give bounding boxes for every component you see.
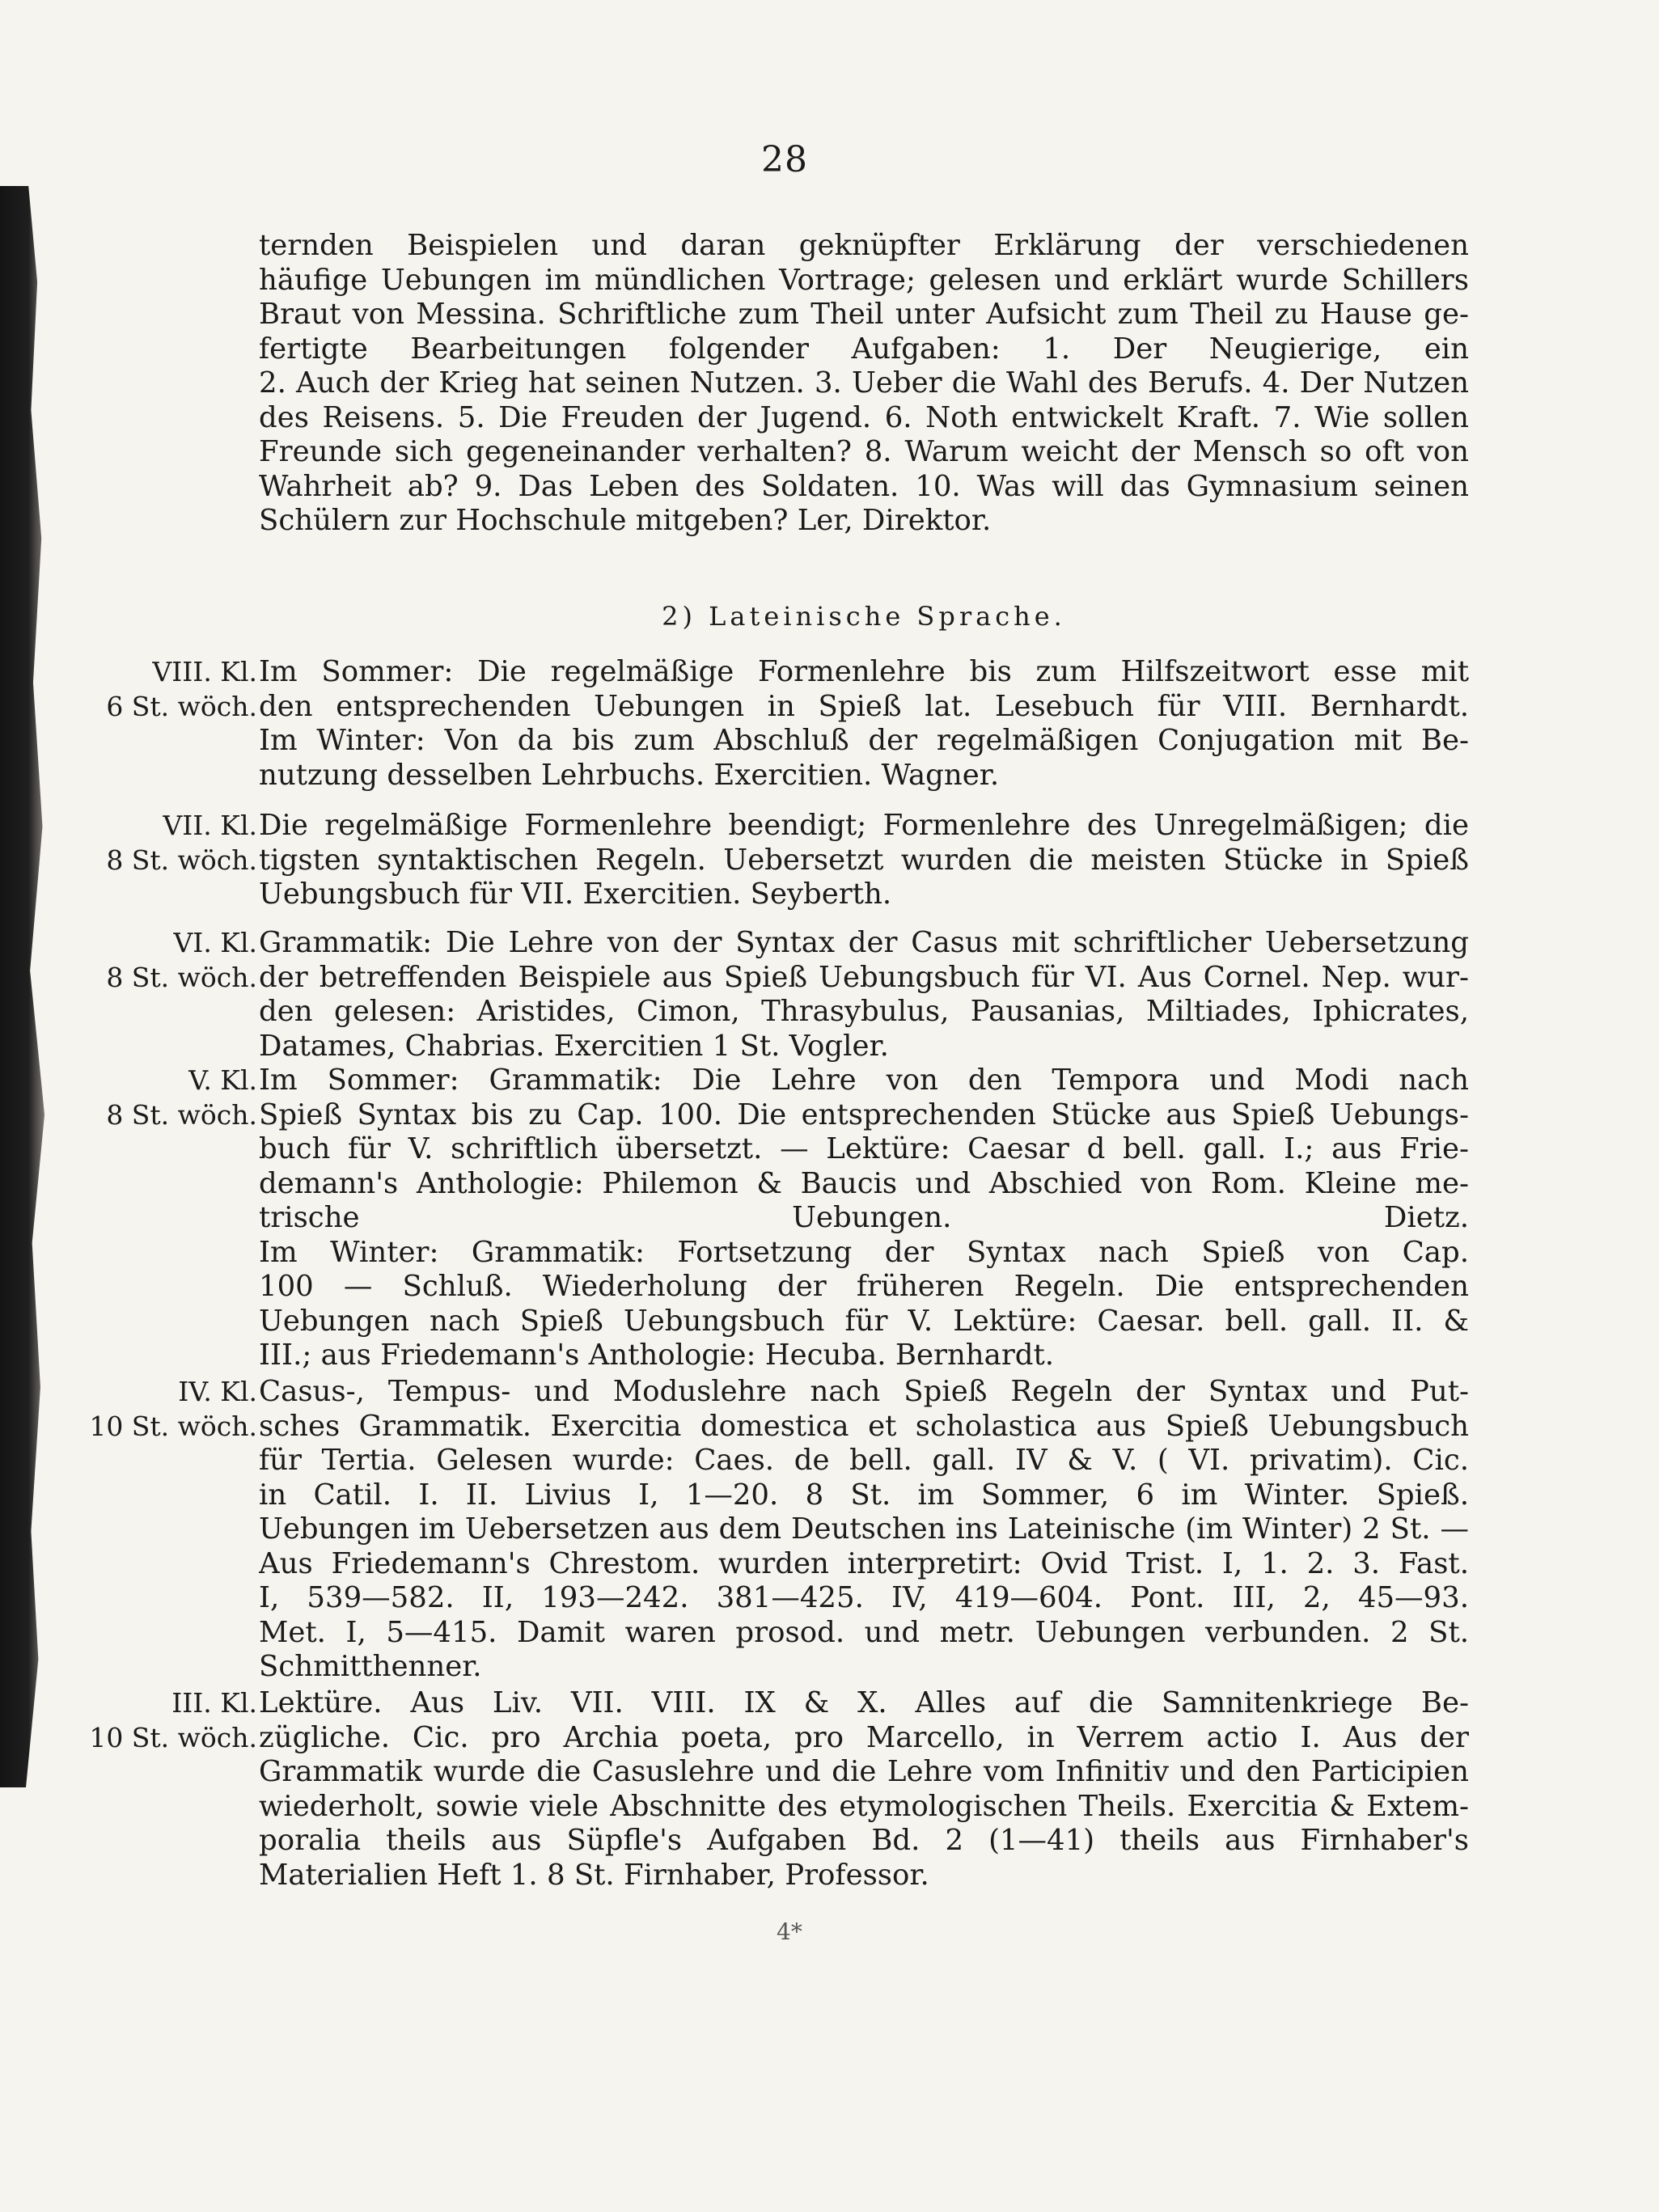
text-line: Datames, Chabrias. Exercitien 1 St. Vogler. <box>259 1029 889 1063</box>
text-line: Lektüre. Aus Liv. VII. VIII. IX & X. Alles auf die Samnitenkriege Be- <box>259 1686 1469 1719</box>
class-margin-label <box>81 1686 257 1755</box>
text-line: Wahrheit ab? 9. Das Leben des Soldaten. 10. Was will das Gymnasium seinen <box>259 469 1469 503</box>
class-description <box>259 1686 1469 1893</box>
text-line: Freunde sich gegeneinander verhalten? 8. Warum weicht der Mensch so oft von <box>259 435 1469 468</box>
text-line: I, 539—582. II, 193—242. 381—425. IV, 419—604. Pont. III, 2, 45—93. <box>259 1581 1469 1614</box>
class-name: III. Kl. <box>171 1687 257 1719</box>
hours-per-week: 8 St. wöch. <box>106 844 257 876</box>
text-line: trische Uebungen. Dietz. <box>259 1201 1469 1234</box>
text-line: häufige Uebungen im mündlichen Vortrage; gelesen und erklärt wurde Schillers <box>259 263 1469 297</box>
text-line: Uebungen im Uebersetzen aus dem Deutschen ins Lateinische (im Winter) 2 St. — <box>259 1512 1469 1546</box>
text-line: sches Grammatik. Exercitia domestica et scholastica aus Spieß Uebungsbuch <box>259 1409 1469 1443</box>
text-line: Die regelmäßige Formenlehre beendigt; Formenlehre des Unregelmäßigen; die <box>259 809 1469 842</box>
text-line: tigsten syntaktischen Regeln. Uebersetzt wurden die meisten Stücke in Spieß <box>259 843 1469 877</box>
text-line: Materialien Heft 1. 8 St. Firnhaber, Professor. <box>259 1858 929 1892</box>
text-line: Im Sommer: Die regelmäßige Formenlehre bis zum Hilfszeitwort esse mit <box>259 655 1469 688</box>
text-line: Uebungsbuch für VII. Exercitien. Seyberth. <box>259 878 892 911</box>
text-line: 100 — Schluß. Wiederholung der früheren Regeln. Die entsprechenden <box>259 1270 1469 1303</box>
class-margin-label <box>81 809 257 878</box>
class-margin-label <box>81 1375 257 1444</box>
class-description <box>259 655 1469 793</box>
class-description <box>259 1375 1469 1685</box>
text-line: des Reisens. 5. Die Freuden der Jugend. 6. Noth entwickelt Kraft. 7. Wie sollen <box>259 400 1469 434</box>
text-line: demann's Anthologie: Philemon & Baucis und Abschied von Rom. Kleine me- <box>259 1166 1469 1200</box>
text-line: III.; aus Friedemann's Anthologie: Hecuba. Bernhardt. <box>259 1339 1055 1372</box>
class-name: VI. Kl. <box>173 927 257 958</box>
text-line: der betreffenden Beispiele aus Spieß Uebungsbuch für VI. Aus Cornel. Nep. wur- <box>259 960 1469 994</box>
text-line: wiederholt, sowie viele Abschnitte des etymologischen Theils. Exercitia & Extem- <box>259 1789 1469 1823</box>
text-line: fertigte Bearbeitungen folgender Aufgaben: 1. Der Neugierige, ein <box>259 332 1469 366</box>
text-line: Im Winter: Grammatik: Fortsetzung der Syntax nach Spieß von Cap. <box>259 1235 1469 1269</box>
text-line: Grammatik: Die Lehre von der Syntax der Casus mit schriftlicher Uebersetzung <box>259 926 1469 959</box>
text-line: für Tertia. Gelesen wurde: Caes. de bell. gall. IV & V. ( VI. privatim). Cic. <box>259 1444 1469 1477</box>
text-line: Casus-, Tempus- und Moduslehre nach Spieß Regeln der Syntax und Put- <box>259 1375 1469 1408</box>
signature-mark: 4* <box>777 1918 802 1945</box>
text-line: Aus Friedemann's Chrestom. wurden interpretirt: Ovid Trist. I, 1. 2. 3. Fast. <box>259 1546 1469 1580</box>
class-description <box>259 1064 1469 1373</box>
class-margin-label <box>81 655 257 724</box>
text-line: Grammatik wurde die Casuslehre und die Lehre vom Infinitiv und den Participien <box>259 1755 1469 1788</box>
class-margin-label <box>81 1064 257 1132</box>
class-name: V. Kl. <box>188 1064 257 1096</box>
class-name: IV. Kl. <box>178 1376 257 1407</box>
text-line: den entsprechenden Uebungen in Spieß lat. Lesebuch für VIII. Bernhardt. <box>259 689 1469 723</box>
text-line: Met. I, 5—415. Damit waren prosod. und metr. Uebungen verbunden. 2 St. <box>259 1615 1469 1649</box>
intro-paragraph <box>259 229 1469 539</box>
hours-per-week: 8 St. wöch. <box>106 961 257 993</box>
hours-per-week: 10 St. wöch. <box>89 1410 257 1442</box>
text-line: in Catil. I. II. Livius I, 1—20. 8 St. im Sommer, 6 im Winter. Spieß. <box>259 1478 1469 1512</box>
class-name: VIII. Kl. <box>152 656 257 687</box>
text-line: Schmitthenner. <box>259 1650 482 1683</box>
text-line: 2. Auch der Krieg hat seinen Nutzen. 3. Ueber die Wahl des Berufs. 4. Der Nutzen <box>259 366 1469 400</box>
class-description <box>259 926 1469 1064</box>
text-line: Schülern zur Hochschule mitgeben? Ler, Direktor. <box>259 504 992 537</box>
text-line: poralia theils aus Süpfle's Aufgaben Bd. 2 (1—41) theils aus Firnhaber's <box>259 1824 1469 1857</box>
hours-per-week: 8 St. wöch. <box>106 1098 257 1131</box>
text-line: zügliche. Cic. pro Archia poeta, pro Marcello, in Verrem actio I. Aus der <box>259 1720 1469 1754</box>
text-line: Im Winter: Von da bis zum Abschluß der regelmäßigen Conjugation mit Be- <box>259 724 1469 757</box>
class-description <box>259 809 1469 912</box>
text-line: Im Sommer: Grammatik: Die Lehre von den Tempora und Modi nach <box>259 1064 1469 1097</box>
text-line: nutzung desselben Lehrbuchs. Exercitien. Wagner. <box>259 758 1000 792</box>
text-line: den gelesen: Aristides, Cimon, Thrasybulus, Pausanias, Miltiades, Iphicrates, <box>259 995 1469 1028</box>
text-line: buch für V. schriftlich übersetzt. — Lektüre: Caesar d bell. gall. I.; aus Frie- <box>259 1132 1469 1165</box>
text-line: ternden Beispielen und daran geknüpfter Erklärung der verschiedenen <box>259 229 1469 262</box>
hours-per-week: 10 St. wöch. <box>89 1721 257 1753</box>
page-number: 28 <box>761 139 808 180</box>
text-line: Braut von Messina. Schriftliche zum Theil unter Aufsicht zum Theil zu Hause ge- <box>259 298 1469 331</box>
text-line: Spieß Syntax bis zu Cap. 100. Die entsprechenden Stücke aus Spieß Uebungs- <box>259 1098 1469 1131</box>
section-heading: 2) Lateinische Sprache. <box>662 601 1066 632</box>
hours-per-week: 6 St. wöch. <box>106 690 257 722</box>
torn-page-edge <box>0 186 52 1787</box>
text-line: Uebungen nach Spieß Uebungsbuch für V. Lektüre: Caesar. bell. gall. II. & <box>259 1304 1469 1338</box>
class-margin-label <box>81 926 257 995</box>
class-name: VII. Kl. <box>163 810 257 841</box>
